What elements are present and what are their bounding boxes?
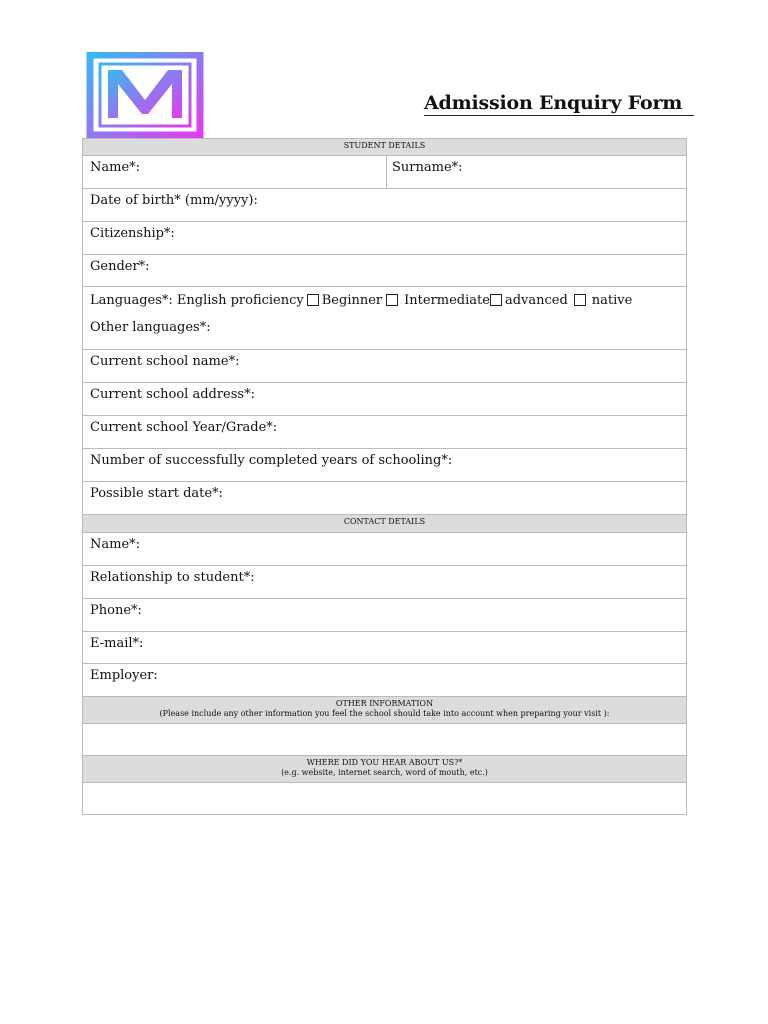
citizenship-label: Citizenship*: [90, 226, 175, 241]
start-date-field[interactable] [82, 482, 687, 515]
advanced-label: advanced [504, 293, 568, 308]
citizenship-field[interactable] [82, 222, 687, 255]
languages-label: Languages*: English proficiency [90, 293, 304, 308]
relationship-label: Relationship to student*: [90, 570, 255, 585]
employer-label: Employer: [90, 668, 158, 683]
school-name-field[interactable] [82, 350, 687, 383]
section-sublabel: (Please include any other information you feel the school should take into account when preparing your visit ): [159, 709, 610, 718]
surname-field[interactable]: Surname*: [392, 160, 463, 175]
languages-line [90, 293, 632, 308]
gender-field[interactable] [82, 255, 687, 287]
enquiry-form [82, 138, 687, 815]
school-name-label: Current school name*: [90, 354, 240, 369]
section-label: STUDENT DETAILS [343, 141, 426, 150]
beginner-checkbox[interactable] [307, 294, 319, 306]
section-label: OTHER INFORMATION [335, 699, 434, 708]
intermediate-label: Intermediate [404, 293, 490, 308]
section-header-hear [82, 756, 687, 783]
email-field[interactable] [82, 632, 687, 664]
contact-name-field[interactable] [82, 533, 687, 566]
form-title: Admission Enquiry Form [424, 92, 694, 116]
employer-field[interactable] [82, 664, 687, 697]
intermediate-checkbox[interactable] [386, 294, 398, 306]
section-header-student [82, 138, 687, 156]
relationship-field[interactable] [82, 566, 687, 599]
advanced-checkbox[interactable] [490, 294, 502, 306]
dob-label: Date of birth* (mm/yyyy): [90, 193, 258, 208]
dob-field[interactable] [82, 189, 687, 222]
school-address-field[interactable] [82, 383, 687, 416]
hear-about-input[interactable] [82, 783, 687, 815]
phone-label: Phone*: [90, 603, 142, 618]
school-logo [86, 52, 204, 138]
phone-field[interactable] [82, 599, 687, 632]
section-label: WHERE DID YOU HEAR ABOUT US?* [306, 758, 463, 767]
start-date-label: Possible start date*: [90, 486, 223, 501]
languages-field [82, 287, 687, 350]
school-year-field[interactable] [82, 416, 687, 449]
years-schooling-label: Number of successfully completed years of schooling*: [90, 453, 453, 468]
gender-label: Gender*: [90, 259, 150, 274]
beginner-label: Beginner [321, 293, 383, 308]
other-languages-label[interactable]: Other languages*: [90, 320, 211, 335]
contact-name-label: Name*: [90, 537, 141, 552]
email-label: E-mail*: [90, 636, 144, 651]
school-year-label: Current school Year/Grade*: [90, 420, 278, 435]
name-field[interactable]: Name*: [90, 160, 141, 175]
section-header-other [82, 697, 687, 724]
years-schooling-field[interactable] [82, 449, 687, 482]
other-info-input[interactable] [82, 724, 687, 756]
school-address-label: Current school address*: [90, 387, 255, 402]
section-sublabel: (e.g. website, internet search, word of mouth, etc.) [281, 768, 488, 777]
section-header-contact [82, 515, 687, 533]
section-label: CONTACT DETAILS [343, 517, 426, 526]
native-label: native [591, 293, 633, 308]
surname-cell[interactable] [386, 156, 463, 188]
native-checkbox[interactable] [574, 294, 586, 306]
name-surname-row [82, 156, 687, 189]
